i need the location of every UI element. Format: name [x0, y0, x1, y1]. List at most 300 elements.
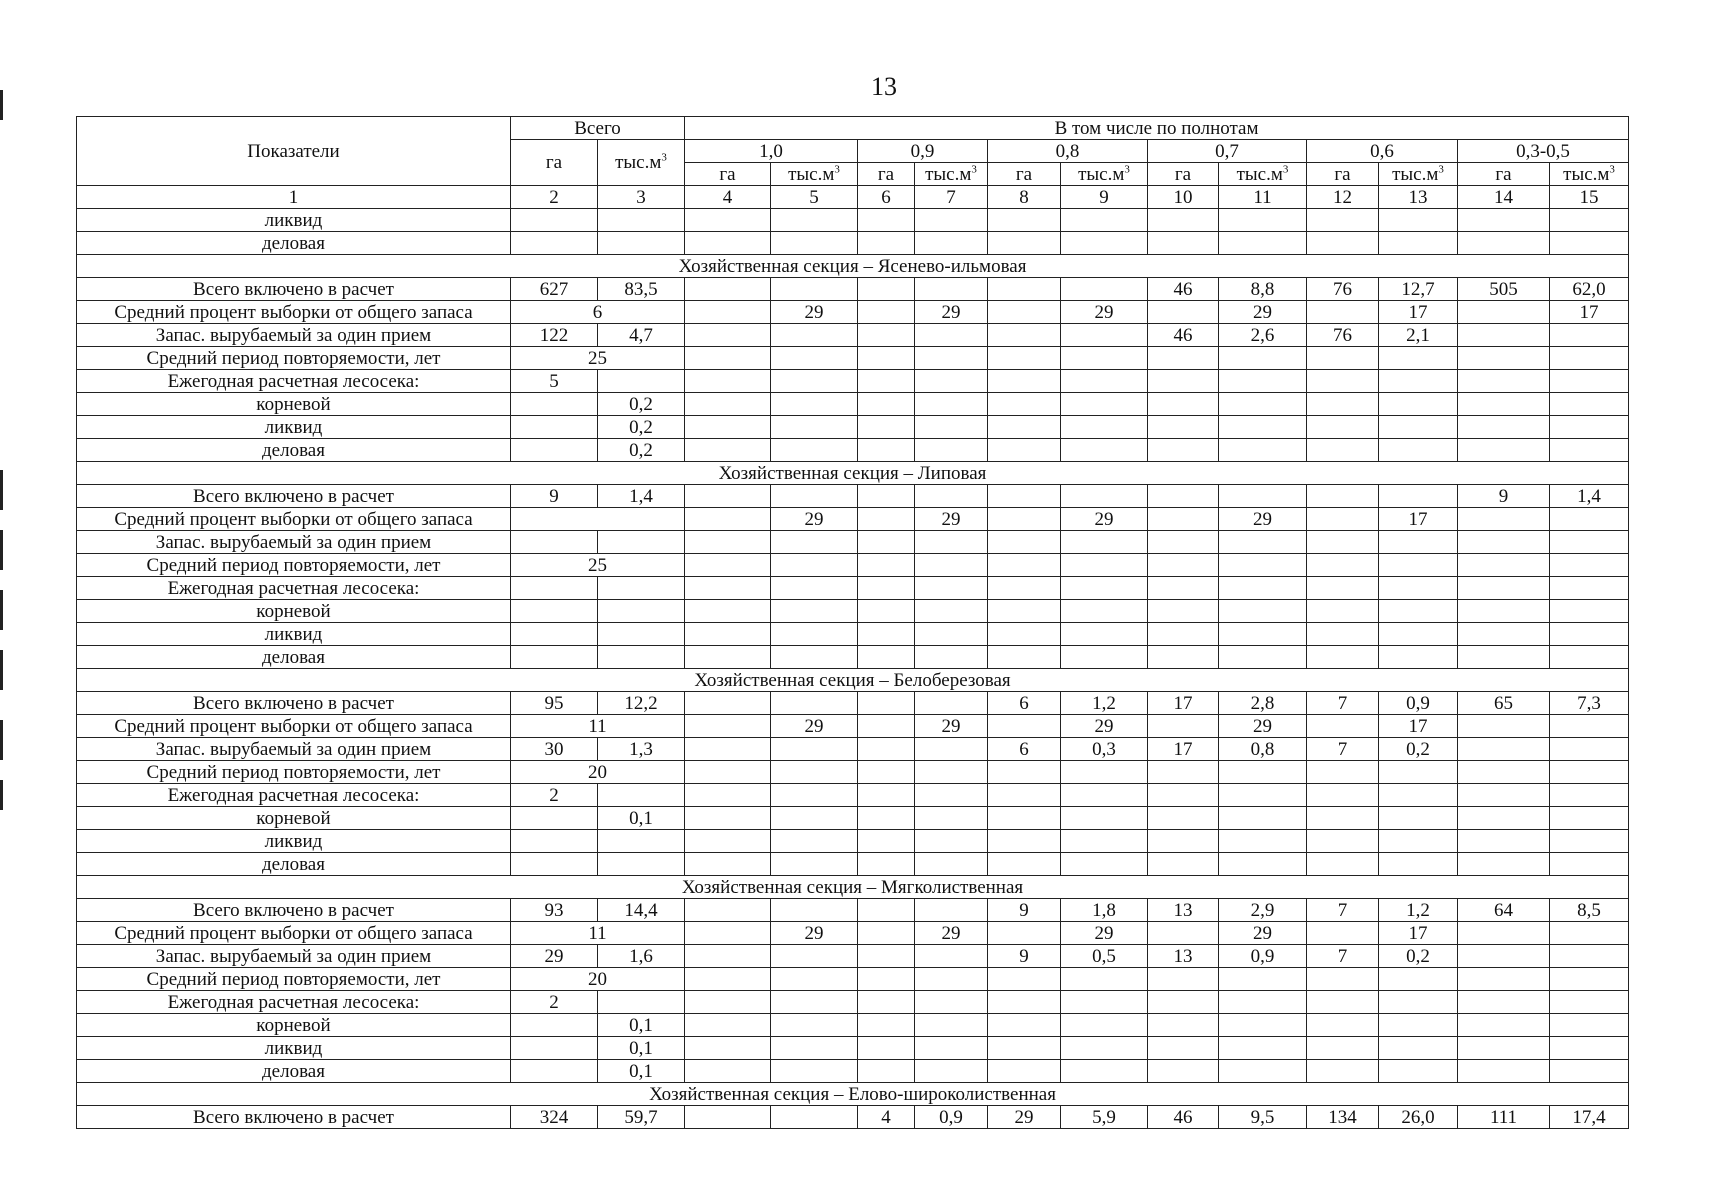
table-cell: 2,8	[1219, 692, 1307, 715]
table-cell	[1307, 853, 1379, 876]
column-number: 3	[598, 186, 685, 209]
table-cell	[1307, 715, 1379, 738]
table-cell	[1148, 623, 1219, 646]
table-cell	[1379, 761, 1458, 784]
table-cell: 29	[915, 715, 988, 738]
table-cell	[685, 715, 771, 738]
section-row	[77, 876, 1629, 899]
table-cell	[858, 485, 915, 508]
table-cell: 17	[1148, 738, 1219, 761]
table-cell	[685, 577, 771, 600]
table-cell	[1458, 807, 1550, 830]
row-label: Запас. вырубаемый за один прием	[77, 531, 511, 554]
table-cell: 1,4	[1550, 485, 1629, 508]
table-cell	[1379, 830, 1458, 853]
table-cell	[1061, 784, 1148, 807]
table-cell	[685, 1106, 771, 1129]
row-label: Запас. вырубаемый за один прием	[77, 324, 511, 347]
table-cell	[1219, 531, 1307, 554]
table-cell	[858, 784, 915, 807]
table-cell	[858, 370, 915, 393]
table-cell	[858, 324, 915, 347]
row-label: ликвид	[77, 209, 511, 232]
table-cell	[1458, 439, 1550, 462]
table-cell	[1550, 1014, 1629, 1037]
row-label: Ежегодная расчетная лесосека:	[77, 370, 511, 393]
table-cell	[771, 968, 858, 991]
table-cell	[1219, 646, 1307, 669]
table-cell: 6	[988, 692, 1061, 715]
header-density: 0,7	[1148, 140, 1307, 163]
table-cell	[771, 1037, 858, 1060]
table-cell	[915, 393, 988, 416]
table-cell	[915, 807, 988, 830]
table-cell	[1307, 623, 1379, 646]
row-label: деловая	[77, 232, 511, 255]
table-cell	[988, 1037, 1061, 1060]
table-cell	[1550, 715, 1629, 738]
table-cell	[685, 347, 771, 370]
table-cell: 30	[511, 738, 598, 761]
table-cell	[915, 347, 988, 370]
table-cell	[988, 646, 1061, 669]
row-label: ликвид	[77, 1037, 511, 1060]
table-cell	[988, 807, 1061, 830]
table-cell: 627	[511, 278, 598, 301]
column-number: 8	[988, 186, 1061, 209]
table-cell	[1219, 347, 1307, 370]
table-cell	[988, 393, 1061, 416]
header-unit-ha: га	[988, 163, 1061, 186]
table-cell	[685, 1037, 771, 1060]
table-cell	[685, 508, 771, 531]
table-cell	[858, 623, 915, 646]
row-label: Средний процент выборки от общего запаса	[77, 922, 511, 945]
table-row	[77, 853, 1629, 876]
table-cell	[1458, 761, 1550, 784]
table-cell	[988, 301, 1061, 324]
table-cell	[511, 600, 598, 623]
table-cell	[1458, 508, 1550, 531]
row-label: ликвид	[77, 416, 511, 439]
section-row	[77, 669, 1629, 692]
table-cell	[1379, 968, 1458, 991]
table-cell	[598, 232, 685, 255]
table-cell	[1379, 577, 1458, 600]
column-number: 1	[77, 186, 511, 209]
row-total-merged: 20	[511, 761, 685, 784]
column-number: 7	[915, 186, 988, 209]
table-cell	[988, 623, 1061, 646]
table-cell: 29	[1219, 715, 1307, 738]
table-cell: 0,2	[598, 393, 685, 416]
table-cell: 29	[988, 1106, 1061, 1129]
table-cell	[1148, 232, 1219, 255]
table-cell	[858, 508, 915, 531]
table-cell	[771, 232, 858, 255]
table-cell	[1061, 761, 1148, 784]
table-cell	[511, 393, 598, 416]
table-cell	[771, 784, 858, 807]
table-cell	[1061, 853, 1148, 876]
header-unit-ha: га	[685, 163, 771, 186]
table-row	[77, 1106, 1629, 1129]
table-cell	[858, 439, 915, 462]
table-cell	[1061, 646, 1148, 669]
table-cell	[1219, 991, 1307, 1014]
table-cell	[1550, 922, 1629, 945]
table-cell	[858, 646, 915, 669]
table-cell	[1550, 968, 1629, 991]
header-unit-vol: $тыс.м^3$	[1061, 163, 1148, 186]
column-number-row	[77, 186, 1629, 209]
table-cell	[915, 738, 988, 761]
section-row	[77, 1083, 1629, 1106]
table-cell	[1307, 1037, 1379, 1060]
table-cell	[1379, 991, 1458, 1014]
table-cell	[1379, 485, 1458, 508]
scan-edge-mark	[0, 90, 3, 120]
table-cell	[1458, 554, 1550, 577]
table-cell	[988, 324, 1061, 347]
table-cell	[1379, 1037, 1458, 1060]
table-row	[77, 1014, 1629, 1037]
table-cell	[771, 600, 858, 623]
table-cell	[1379, 347, 1458, 370]
table-cell	[1550, 807, 1629, 830]
row-label: ликвид	[77, 830, 511, 853]
table-cell: 0,8	[1219, 738, 1307, 761]
row-label: Всего включено в расчет	[77, 485, 511, 508]
table-cell	[915, 968, 988, 991]
column-number: 15	[1550, 186, 1629, 209]
table-row	[77, 577, 1629, 600]
table-cell	[858, 853, 915, 876]
table-cell: 29	[915, 508, 988, 531]
table-cell	[511, 416, 598, 439]
table-cell: 46	[1148, 278, 1219, 301]
table-cell	[771, 830, 858, 853]
table-cell	[1550, 1037, 1629, 1060]
table-cell: 9	[988, 945, 1061, 968]
table-cell	[1550, 439, 1629, 462]
row-label: Ежегодная расчетная лесосека:	[77, 784, 511, 807]
table-cell	[915, 232, 988, 255]
table-cell: 0,1	[598, 1060, 685, 1083]
table-cell	[1148, 508, 1219, 531]
table-cell	[1550, 646, 1629, 669]
table-cell	[1219, 485, 1307, 508]
table-cell	[1307, 370, 1379, 393]
table-row	[77, 899, 1629, 922]
table-row	[77, 508, 1629, 531]
table-cell	[1458, 324, 1550, 347]
table-cell	[1307, 554, 1379, 577]
table-cell	[1458, 830, 1550, 853]
table-cell	[685, 393, 771, 416]
table-cell	[915, 278, 988, 301]
table-cell: 0,1	[598, 1037, 685, 1060]
table-cell	[1219, 370, 1307, 393]
table-cell	[685, 646, 771, 669]
table-cell	[685, 738, 771, 761]
table-cell	[598, 991, 685, 1014]
table-cell	[1550, 577, 1629, 600]
table-cell	[1307, 232, 1379, 255]
table-row	[77, 646, 1629, 669]
table-cell	[771, 646, 858, 669]
table-cell	[858, 554, 915, 577]
table-cell	[1219, 577, 1307, 600]
table-cell: 2,6	[1219, 324, 1307, 347]
table-cell	[1061, 577, 1148, 600]
table-cell: 46	[1148, 1106, 1219, 1129]
table-cell: 6	[988, 738, 1061, 761]
table-cell	[988, 416, 1061, 439]
table-cell	[1061, 600, 1148, 623]
table-cell	[1219, 1014, 1307, 1037]
table-cell	[858, 830, 915, 853]
table-cell	[685, 761, 771, 784]
table-cell: 7,3	[1550, 692, 1629, 715]
table-cell	[1458, 1037, 1550, 1060]
table-cell: 7	[1307, 945, 1379, 968]
table-cell	[771, 209, 858, 232]
table-cell: 0,1	[598, 1014, 685, 1037]
table-cell	[1148, 554, 1219, 577]
table-cell	[685, 209, 771, 232]
header-unit-ha: га	[1148, 163, 1219, 186]
table-cell	[598, 646, 685, 669]
table-cell	[1307, 439, 1379, 462]
table-cell	[988, 439, 1061, 462]
table-cell	[988, 278, 1061, 301]
table-row	[77, 738, 1629, 761]
table-cell	[1148, 416, 1219, 439]
table-cell	[915, 209, 988, 232]
row-label: Запас. вырубаемый за один прием	[77, 945, 511, 968]
table-cell	[1219, 209, 1307, 232]
row-label: Средний процент выборки от общего запаса	[77, 715, 511, 738]
table-cell	[685, 531, 771, 554]
column-number: 10	[1148, 186, 1219, 209]
table-cell	[1550, 393, 1629, 416]
header-unit-vol: $тыс.м^3$	[915, 163, 988, 186]
table-cell	[858, 301, 915, 324]
table-row	[77, 393, 1629, 416]
table-cell	[511, 1014, 598, 1037]
table-cell	[511, 1037, 598, 1060]
table-cell: 7	[1307, 692, 1379, 715]
table-cell	[1061, 531, 1148, 554]
table-cell: 9,5	[1219, 1106, 1307, 1129]
table-cell	[988, 761, 1061, 784]
table-cell	[1458, 209, 1550, 232]
column-number: 2	[511, 186, 598, 209]
table-cell: 1,4	[598, 485, 685, 508]
table-cell	[1148, 715, 1219, 738]
table-cell	[1219, 439, 1307, 462]
table-row	[77, 945, 1629, 968]
table-cell: 29	[771, 715, 858, 738]
header-density: 0,9	[858, 140, 988, 163]
table-cell	[858, 738, 915, 761]
table-cell: 5,9	[1061, 1106, 1148, 1129]
table-cell	[988, 531, 1061, 554]
table-row	[77, 991, 1629, 1014]
table-cell	[1550, 1060, 1629, 1083]
table-cell	[685, 439, 771, 462]
table-cell	[771, 853, 858, 876]
table-cell	[988, 830, 1061, 853]
table-cell	[915, 1060, 988, 1083]
table-row	[77, 370, 1629, 393]
table-cell	[1379, 439, 1458, 462]
table-cell	[858, 761, 915, 784]
row-label: корневой	[77, 1014, 511, 1037]
table-cell	[1550, 991, 1629, 1014]
table-cell	[988, 715, 1061, 738]
header-density: 1,0	[685, 140, 858, 163]
table-cell: 8,5	[1550, 899, 1629, 922]
table-cell	[511, 232, 598, 255]
table-cell: 2	[511, 784, 598, 807]
table-cell	[685, 370, 771, 393]
table-cell: 46	[1148, 324, 1219, 347]
table-cell: 9	[1458, 485, 1550, 508]
table-cell: 29	[771, 301, 858, 324]
section-title: Хозяйственная секция – Мягколиственная	[77, 876, 1629, 899]
table-cell	[771, 577, 858, 600]
table-cell	[771, 370, 858, 393]
forest-report-table	[76, 116, 1629, 1129]
table-cell	[1307, 531, 1379, 554]
table-cell: 1,2	[1379, 899, 1458, 922]
table-cell	[1307, 393, 1379, 416]
header-unit-ha: га	[1458, 163, 1550, 186]
table-cell	[511, 623, 598, 646]
table-cell	[685, 784, 771, 807]
table-cell	[1550, 531, 1629, 554]
table-cell	[685, 692, 771, 715]
table-cell: 29	[915, 922, 988, 945]
table-cell	[1458, 853, 1550, 876]
column-number: 4	[685, 186, 771, 209]
table-cell: 122	[511, 324, 598, 347]
table-cell	[1148, 853, 1219, 876]
table-cell	[1550, 508, 1629, 531]
table-cell	[1550, 853, 1629, 876]
table-cell	[511, 853, 598, 876]
table-cell	[685, 807, 771, 830]
table-cell	[1307, 761, 1379, 784]
table-row	[77, 278, 1629, 301]
row-label: Средний период повторяемости, лет	[77, 761, 511, 784]
table-cell	[685, 945, 771, 968]
table-cell	[685, 324, 771, 347]
row-label: деловая	[77, 646, 511, 669]
table-cell	[1307, 416, 1379, 439]
section-row	[77, 255, 1629, 278]
table-cell: 17	[1148, 692, 1219, 715]
header-density: 0,6	[1307, 140, 1458, 163]
table-row	[77, 439, 1629, 462]
table-cell	[1061, 416, 1148, 439]
table-cell	[915, 761, 988, 784]
table-cell	[988, 232, 1061, 255]
table-cell	[1307, 784, 1379, 807]
table-cell	[1148, 209, 1219, 232]
table-cell	[915, 324, 988, 347]
table-cell: 8,8	[1219, 278, 1307, 301]
table-cell	[915, 646, 988, 669]
table-cell	[1307, 485, 1379, 508]
table-cell	[1307, 209, 1379, 232]
table-cell: 0,1	[598, 807, 685, 830]
table-cell	[1550, 830, 1629, 853]
table-cell: 12,2	[598, 692, 685, 715]
table-cell	[1458, 991, 1550, 1014]
table-cell: 76	[1307, 278, 1379, 301]
table-cell	[685, 1060, 771, 1083]
table-cell	[1148, 439, 1219, 462]
header-density: 0,3-0,5	[1458, 140, 1629, 163]
table-cell	[1379, 646, 1458, 669]
table-cell	[915, 1014, 988, 1037]
table-cell	[1458, 531, 1550, 554]
table-cell	[1458, 1014, 1550, 1037]
section-title: Хозяйственная секция – Липовая	[77, 462, 1629, 485]
table-cell	[915, 991, 988, 1014]
table-cell	[771, 393, 858, 416]
table-cell	[988, 485, 1061, 508]
row-total-merged: 11	[511, 922, 685, 945]
table-cell: 95	[511, 692, 598, 715]
table-cell	[915, 485, 988, 508]
table-cell	[1307, 991, 1379, 1014]
table-cell	[858, 232, 915, 255]
table-cell	[1061, 1037, 1148, 1060]
table-cell	[858, 577, 915, 600]
table-cell: 17,4	[1550, 1106, 1629, 1129]
table-cell	[511, 1060, 598, 1083]
table-cell	[858, 991, 915, 1014]
table-cell: 0,3	[1061, 738, 1148, 761]
column-number: 9	[1061, 186, 1148, 209]
table-row	[77, 922, 1629, 945]
table-cell	[1307, 807, 1379, 830]
table-row	[77, 347, 1629, 370]
table-cell: 17	[1379, 922, 1458, 945]
table-cell	[1061, 1060, 1148, 1083]
table-cell	[771, 623, 858, 646]
header-total: Всего	[511, 117, 685, 140]
table-row	[77, 1037, 1629, 1060]
header-density: 0,8	[988, 140, 1148, 163]
table-cell	[771, 347, 858, 370]
column-number: 12	[1307, 186, 1379, 209]
row-total-merged: 11	[511, 715, 685, 738]
row-label: ликвид	[77, 623, 511, 646]
table-row	[77, 1060, 1629, 1083]
row-label: Средний период повторяемости, лет	[77, 554, 511, 577]
table-cell: 2,1	[1379, 324, 1458, 347]
table-cell	[771, 807, 858, 830]
table-cell	[771, 324, 858, 347]
table-row	[77, 416, 1629, 439]
table-cell	[915, 577, 988, 600]
row-label: Всего включено в расчет	[77, 899, 511, 922]
